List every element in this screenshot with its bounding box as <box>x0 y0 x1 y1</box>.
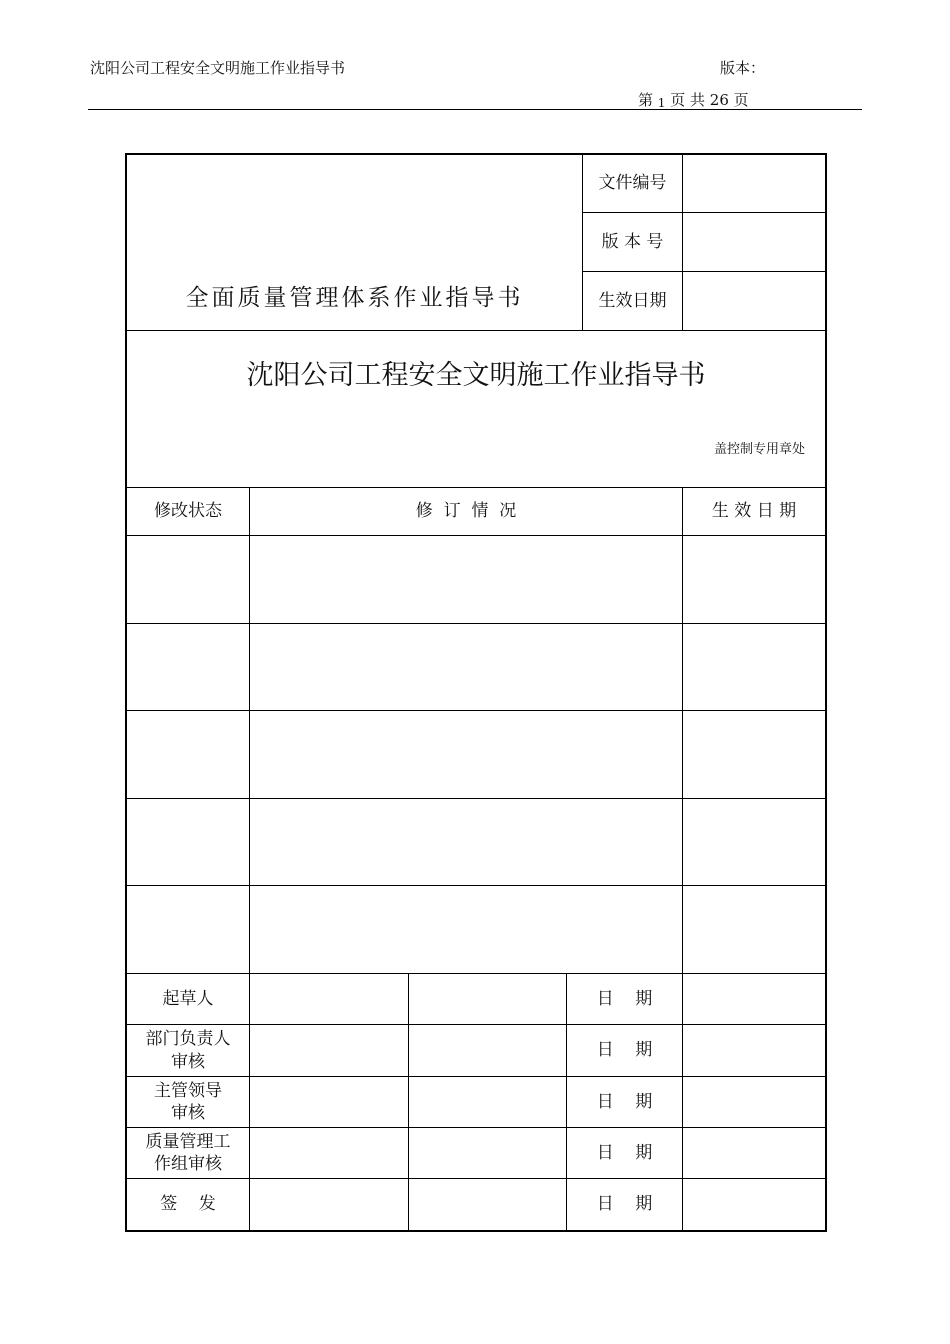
approval-signature-cell[interactable] <box>250 974 408 1024</box>
approval-role-dept-head <box>127 1025 249 1076</box>
approval-signature-cell[interactable] <box>409 1077 566 1127</box>
approval-signature-cell[interactable] <box>250 1025 408 1076</box>
approval-date-label: 日 期 <box>596 1040 653 1061</box>
revision-details-cell[interactable] <box>250 624 682 710</box>
revision-date-header: 生 效 日 期 <box>711 501 797 522</box>
approval-role-line2: 作组审核 <box>154 1154 222 1174</box>
revision-details-cell[interactable] <box>250 886 682 973</box>
approval-role-issuer <box>127 1179 249 1230</box>
approval-date-label: 日 期 <box>596 1091 653 1112</box>
version-number-label: 版 本 号 <box>601 231 664 252</box>
revision-date-cell[interactable] <box>683 711 825 798</box>
approval-date-value[interactable] <box>683 974 825 1024</box>
revision-status-cell[interactable] <box>127 799 249 885</box>
approval-signature-cell[interactable] <box>409 1025 566 1076</box>
approval-date-value[interactable] <box>683 1179 825 1230</box>
approval-role-supervisor <box>127 1077 249 1127</box>
approval-role-line1: 起草人 <box>162 988 214 1009</box>
approval-date-label: 日 期 <box>596 1194 653 1215</box>
approval-signature-cell[interactable] <box>250 1077 408 1127</box>
version-number-value[interactable] <box>683 213 825 271</box>
approval-role-line2: 审核 <box>171 1103 205 1123</box>
approval-role-drafter <box>127 974 249 1024</box>
cover-form <box>125 153 827 1232</box>
header-rule <box>88 109 862 110</box>
approval-date-label: 日 期 <box>596 1142 653 1163</box>
approval-role-line1: 主管领导 <box>154 1080 222 1101</box>
approval-signature-cell[interactable] <box>250 1179 408 1230</box>
seal-note: 盖控制专用章处 <box>713 441 805 457</box>
approval-signature-cell[interactable] <box>409 1179 566 1230</box>
effective-date-label: 生效日期 <box>598 290 667 311</box>
revision-details-cell[interactable] <box>250 536 682 623</box>
revision-date-cell[interactable] <box>683 624 825 710</box>
approval-role-line1: 质量管理工 <box>145 1131 231 1152</box>
revision-date-cell[interactable] <box>683 799 825 885</box>
system-title: 全面质量管理体系作业指导书 <box>185 285 524 312</box>
approval-date-value[interactable] <box>683 1128 825 1178</box>
revision-status-cell[interactable] <box>127 536 249 623</box>
revision-date-cell[interactable] <box>683 536 825 623</box>
approval-signature-cell[interactable] <box>409 1128 566 1178</box>
header-page-info <box>638 89 749 110</box>
revision-details-cell[interactable] <box>250 799 682 885</box>
approval-role-quality-group <box>127 1128 249 1178</box>
approval-date-value[interactable] <box>683 1077 825 1127</box>
file-number-value[interactable] <box>683 155 825 212</box>
file-number-label: 文件编号 <box>598 173 667 194</box>
document-title: 沈阳公司工程安全文明施工作业指导书 <box>246 360 706 392</box>
revision-status-cell[interactable] <box>127 711 249 798</box>
page-suffix: 页 <box>733 91 749 109</box>
header-version-label: 版本： <box>720 59 766 77</box>
page-number: 1 <box>657 96 666 110</box>
page-prefix: 第 <box>638 91 654 109</box>
approval-role-line1: 签 发 <box>160 1194 216 1215</box>
approval-date-label: 日 期 <box>596 988 653 1009</box>
effective-date-value[interactable] <box>683 272 825 330</box>
cover-title-divider <box>127 330 825 331</box>
header-company-title: 沈阳公司工程安全文明施工作业指导书 <box>90 59 346 77</box>
page-middle: 页 共 <box>670 91 705 109</box>
revision-details-cell[interactable] <box>250 711 682 798</box>
approval-role-line2: 审核 <box>171 1051 205 1072</box>
revision-status-cell[interactable] <box>127 886 249 973</box>
revision-status-header: 修改状态 <box>154 501 222 522</box>
revision-status-cell[interactable] <box>127 624 249 710</box>
approval-role-line1: 部门负责人 <box>145 1029 231 1050</box>
total-pages: 26 <box>709 91 729 109</box>
revision-details-header: 修 订 情 况 <box>415 501 517 522</box>
approval-signature-cell[interactable] <box>409 974 566 1024</box>
approval-signature-cell[interactable] <box>250 1128 408 1178</box>
revision-date-cell[interactable] <box>683 886 825 973</box>
approval-date-value[interactable] <box>683 1025 825 1076</box>
